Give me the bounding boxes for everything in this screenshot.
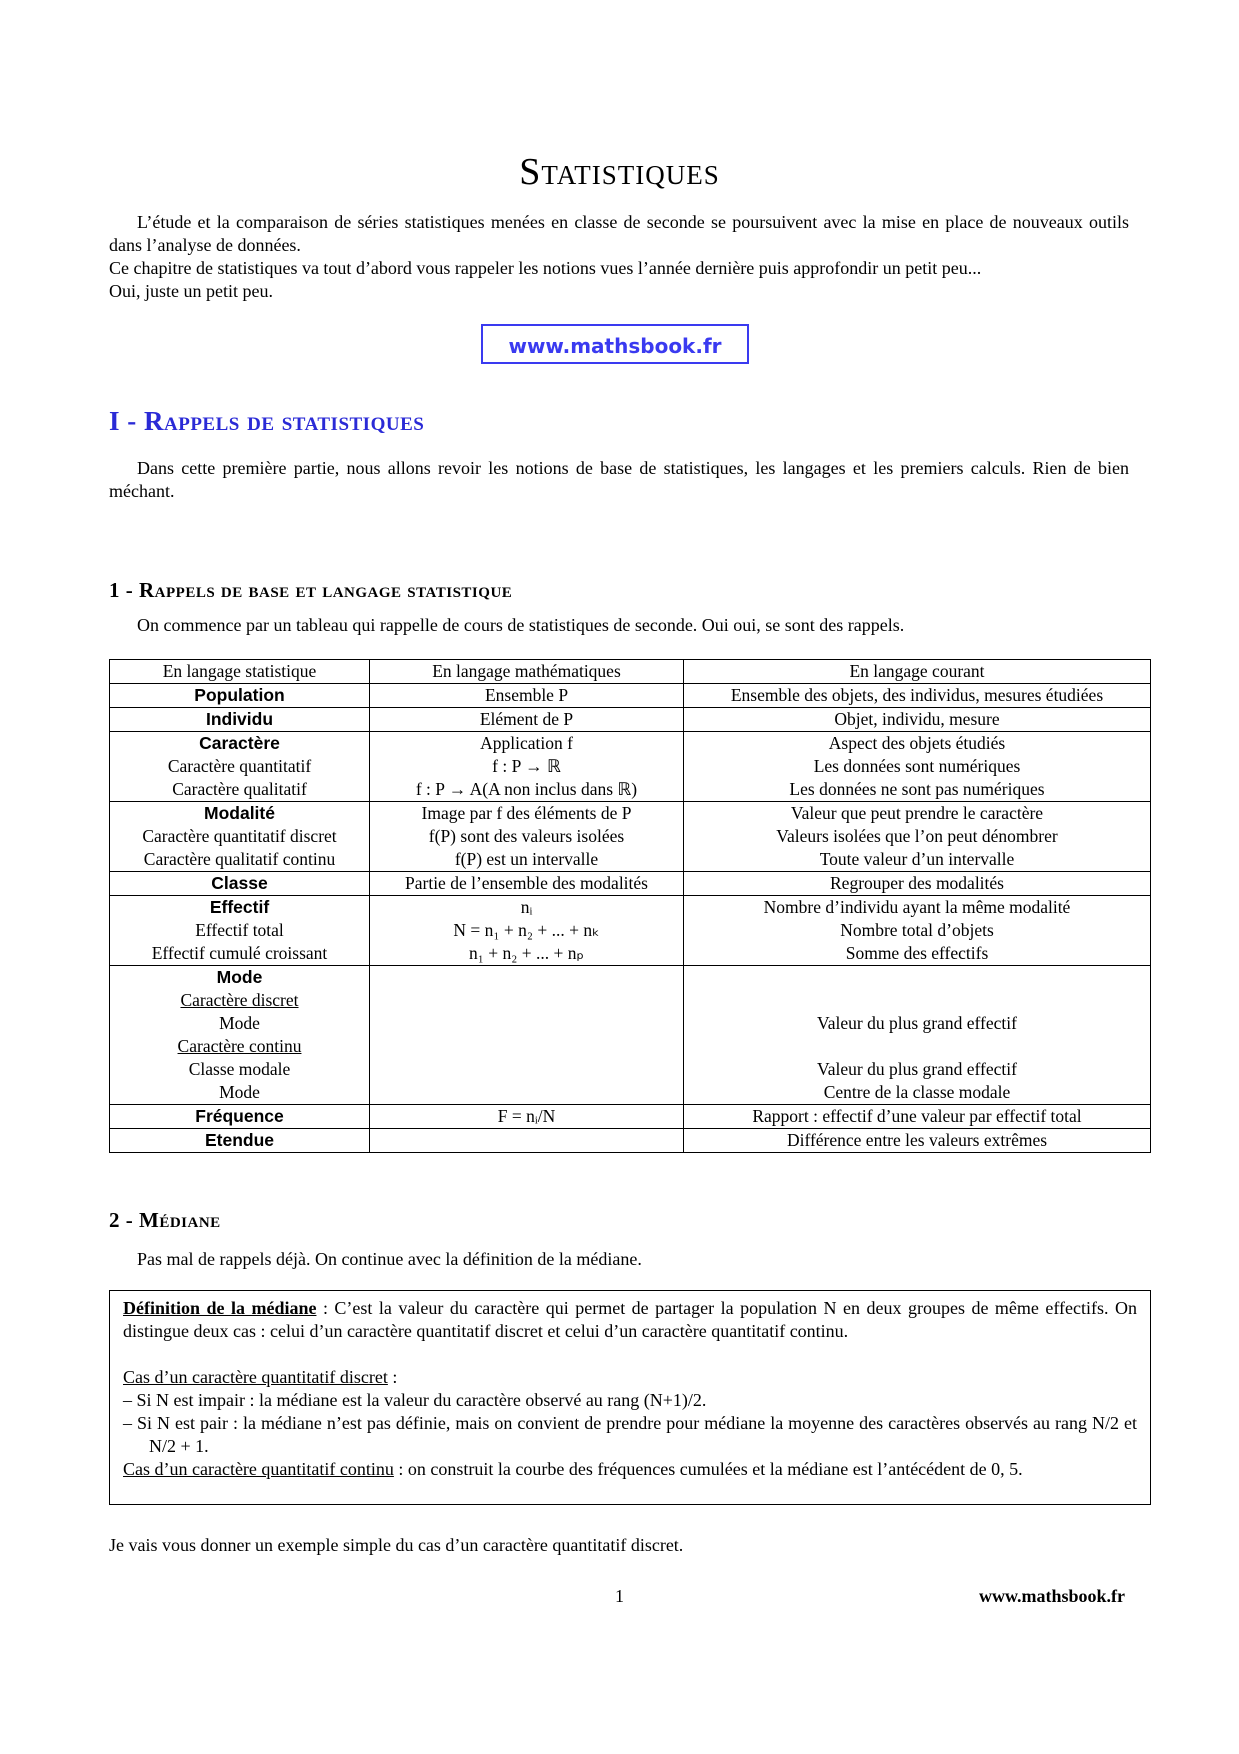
intro-line-1: L’étude et la comparaison de séries statistiques menées en classe de seconde se poursuivent avec la mise en place de nouveaux outils dans l’analyse de données. [109,212,1129,255]
cell-line: Valeur du plus grand effectif [817,1059,1017,1079]
cell-line: f(P) est un intervalle [454,849,599,869]
cell-line [688,989,1146,1012]
cell-line: Elément de P [479,709,574,729]
closing-paragraph: Je vais vous donner un exemple simple du cas d’un caractère quantitatif discret. [109,1535,684,1555]
subsection-intro-1 [109,614,1129,637]
subsection-intro-2-text: Pas mal de rappels déjà. On continue avec la définition de la médiane. [137,1249,642,1269]
cell-line [688,1035,1146,1058]
cell-line [374,1081,679,1104]
section-intro [109,457,1129,503]
table-header: En langage mathématiques [370,660,684,684]
cell-line: Classe modale [188,1059,291,1079]
cell-line: Classe [211,873,268,893]
cell-line: Mode [219,1013,260,1033]
page-title: Statistiques [519,151,720,193]
table-cell [370,1105,684,1129]
section-intro-text: Dans cette première partie, nous allons revoir les notions de base de statistiques, les langages et les premiers calculs. Rien de bien méchant. [109,458,1129,501]
cell-line: Les données ne sont pas numériques [789,779,1045,799]
cell-line: Somme des effectifs [845,943,989,963]
footer-url[interactable]: www.mathsbook.fr [978,1586,1125,1606]
cell-line: f : P → A(A non inclus dans ℝ) [415,779,638,799]
table-header-row [110,660,1151,684]
cell-line [374,1058,679,1081]
cell-line: Nombre total d’objets [840,920,994,940]
table-cell [110,1129,370,1153]
table-cell [370,802,684,872]
cell-line: Valeur du plus grand effectif [817,1013,1017,1033]
cell-line: Partie de l’ensemble des modalités [405,873,648,893]
cell-line [688,966,1146,989]
cell-line: n₁ + n₂ + ... + nₚ [469,943,584,963]
discrete-case-suffix: : [387,1367,398,1387]
bullet-odd: – Si N est impair : la médiane est la valeur du caractère observé au rang (N+1)/2. [123,1390,707,1410]
cell-line: Caractère qualitatif [172,779,307,799]
table-row [110,802,1151,872]
bullet-even: – Si N est pair : la médiane n’est pas définie, mais on convient de prendre pour médiane la moyenne des caractères observés au rang N/2 et N/2 + 1. [123,1413,1137,1456]
cell-line: Valeur que peut prendre le caractère [790,803,1044,823]
table-header: En langage statistique [110,660,370,684]
table-row [110,872,1151,896]
subsection-intro-2 [109,1248,1129,1271]
table-row [110,896,1151,966]
table-row [110,1129,1151,1153]
table-cell [370,708,684,732]
table-cell [110,872,370,896]
discrete-case-label: Cas d’un caractère quantitatif discret [123,1367,388,1387]
discrete-case [123,1366,1137,1389]
table-cell [110,708,370,732]
cell-line: Toute valeur d’un intervalle [819,849,1015,869]
cell-line: Caractère quantitatif discret [142,826,337,846]
table-row [110,966,1151,1105]
cell-line [374,1035,679,1058]
cell-line: Les données sont numériques [813,756,1021,776]
cell-line: Rapport : effectif d’une valeur par effectif total [752,1106,1082,1126]
cell-line: Nombre d’individu ayant la même modalité [763,897,1071,917]
cell-line: Application f [480,733,573,753]
cell-line: Caractère qualitatif continu [143,849,336,869]
statistics-table [109,659,1151,1153]
table-row [110,1105,1151,1129]
table-cell [110,1105,370,1129]
cell-line: F = nᵢ/N [497,1106,556,1126]
cell-line: Mode [219,1082,260,1102]
definition-box [109,1290,1151,1505]
cell-line: N = n₁ + n₂ + ... + nₖ [453,920,600,940]
cell-line: Modalité [204,803,275,823]
cell-line [374,1129,679,1152]
continuous-case-text: : on construit la courbe des fréquences cumulées et la médiane est l’antécédent de 0, 5. [393,1459,1023,1479]
intro-paragraph [109,211,1129,303]
table-cell [110,966,370,1105]
cell-line: Caractère [199,733,280,753]
cell-line: Population [194,685,285,705]
definition-paragraph [123,1297,1137,1343]
section-heading: I - Rappels de statistiques [109,406,425,436]
table-cell [370,732,684,802]
table-cell [684,732,1151,802]
table-cell [684,684,1151,708]
cell-line: Objet, individu, mesure [834,709,1000,729]
table-cell [370,1129,684,1153]
cell-line: Effectif cumulé croissant [151,943,328,963]
cell-line: Image par f des éléments de P [421,803,632,823]
table-cell [110,802,370,872]
table-row [110,708,1151,732]
cell-line: Individu [205,709,274,729]
cell-line: Mode [216,967,263,987]
table-cell [370,872,684,896]
subsection-heading-1: 1 - Rappels de base et langage statistique [109,578,513,602]
table-cell [684,1105,1151,1129]
cell-line: Effectif [209,897,270,917]
intro-line-2: Ce chapitre de statistiques va tout d’abord vous rappeler les notions vues l’année dernière puis approfondir un petit peu... [109,258,982,278]
cell-line: f(P) sont des valeurs isolées [428,826,625,846]
intro-line-3: Oui, juste un petit peu. [109,281,273,301]
cell-line [374,1012,679,1035]
page-number: 1 [615,1586,624,1606]
cell-line: Valeurs isolées que l’on peut dénombrer [776,826,1058,846]
continuous-case [123,1458,1137,1481]
cell-line: Effectif total [195,920,284,940]
table-cell [370,684,684,708]
table-body [110,660,1151,1153]
subsection-heading-2: 2 - Médiane [109,1208,221,1232]
table-cell [684,1129,1151,1153]
definition-label: Définition de la médiane [123,1298,317,1318]
cell-line: Différence entre les valeurs extrêmes [786,1130,1048,1150]
subsection-intro-1-text: On commence par un tableau qui rappelle de cours de statistiques de seconde. Oui oui, se sont des rappels. [137,615,905,635]
cell-line: nᵢ [520,897,533,917]
cell-line: Ensemble des objets, des individus, mesures étudiées [730,685,1104,705]
table-cell [110,684,370,708]
cell-line: f : P → ℝ [492,756,561,776]
cell-line: Ensemble P [484,685,569,705]
table-cell [684,966,1151,1105]
cell-line: Caractère continu [177,1036,302,1056]
table-header: En langage courant [684,660,1151,684]
cell-line: Regrouper des modalités [830,873,1004,893]
cell-line: Centre de la classe modale [823,1082,1011,1102]
table-cell [684,872,1151,896]
table-cell [684,896,1151,966]
cell-line [374,966,679,989]
table-cell [110,732,370,802]
website-link[interactable]: www.mathsbook.fr [481,324,749,364]
cell-line [374,989,679,1012]
table-cell [684,802,1151,872]
cell-line: Aspect des objets étudiés [828,733,1006,753]
table-cell [110,896,370,966]
cell-line: Caractère discret [180,990,299,1010]
table-cell [684,708,1151,732]
continuous-case-label: Cas d’un caractère quantitatif continu [123,1459,394,1479]
table-row [110,732,1151,802]
table-cell [370,896,684,966]
cell-line: Fréquence [195,1106,284,1126]
table-cell [370,966,684,1105]
definition-text: : C’est la valeur du caractère qui permet de partager la population N en deux groupes de même effectifs. On distingue deux cas : celui d’un caractère quantitatif discret et celui d’un caractère quantitatif continu. [123,1298,1137,1341]
cell-line: Etendue [204,1130,275,1150]
cell-line: Caractère quantitatif [167,756,312,776]
table-row [110,684,1151,708]
